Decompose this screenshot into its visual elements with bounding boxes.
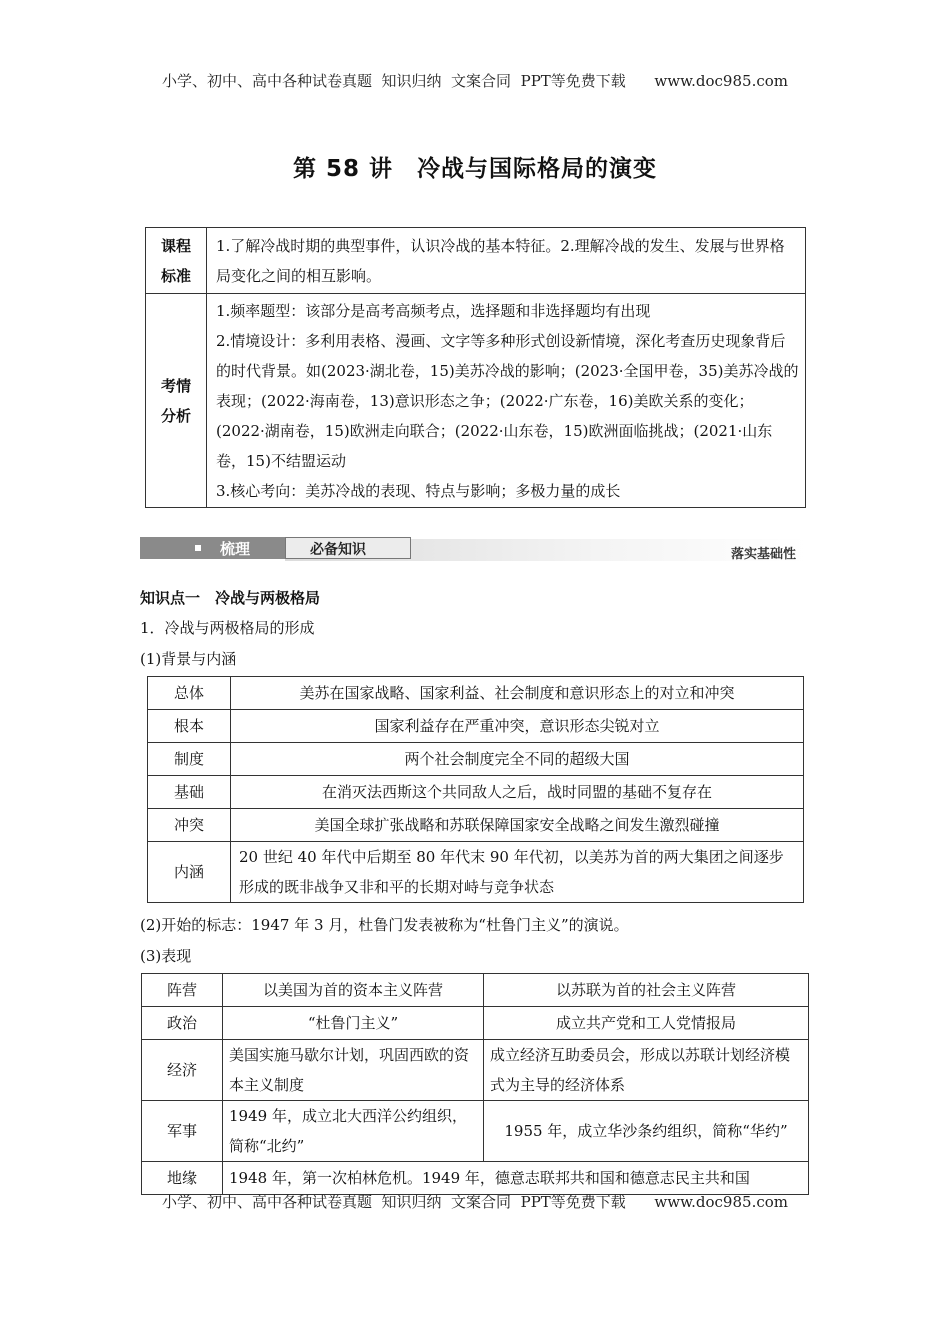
bullet-square-icon: [195, 545, 201, 551]
subsection-background: (1)背景与内涵: [140, 650, 237, 668]
page-footer: 小学、初中、高中各种试卷真题 知识归纳 文案合同 PPT等免费下载 www.doc985.com: [161, 1193, 788, 1211]
table-row: 政治 “杜鲁门主义” 成立共产党和工人党情报局: [142, 1007, 809, 1040]
table-row: 根本 国家利益存在严重冲突，意识形态尖锐对立: [148, 710, 804, 743]
table-row: 基础 在消灭法西斯这个共同敌人之后，战时同盟的基础不复存在: [148, 776, 804, 809]
curriculum-table: [145, 227, 806, 508]
banner-left-label: 梳理: [220, 540, 251, 558]
table-row: 经济 美国实施马歇尔计划，巩固西欧的资本主义制度 成立经济互助委员会，形成以苏联计划经济模式为主导的经济体系: [142, 1040, 809, 1101]
section-heading: 1．冷战与两极格局的形成: [140, 619, 315, 637]
page-title: 第 58 讲 冷战与国际格局的演变: [292, 156, 658, 182]
knowledge-point-heading: 知识点一 冷战与两极格局: [140, 589, 321, 607]
background-table: [147, 676, 804, 903]
page-header: 小学、初中、高中各种试卷真题 知识归纳 文案合同 PPT等免费下载 www.doc985.com: [161, 72, 788, 90]
table-row: 冲突 美国全球扩张战略和苏联保障国家安全战略之间发生激烈碰撞: [148, 809, 804, 842]
truman-doctrine-line: (2)开始的标志：1947 年 3 月，杜鲁门发表被称为“杜鲁门主义”的演说。: [140, 916, 629, 934]
analysis-label: 考情 分析: [146, 294, 207, 508]
manifestation-table: [141, 973, 809, 1195]
section-banner: [140, 537, 808, 563]
banner-right-label: 落实基础性: [730, 547, 796, 562]
table-row: 阵营 以美国为首的资本主义阵营 以苏联为首的社会主义阵营: [142, 974, 809, 1007]
banner-mid-label: 必备知识: [310, 542, 366, 558]
subsection-manifestation: (3)表现: [140, 947, 192, 965]
table-row: 总体 美苏在国家战略、国家利益、社会制度和意识形态上的对立和冲突: [148, 677, 804, 710]
analysis-text: 1.频率题型：该部分是高考高频考点，选择题和非选择题均有出现 2.情境设计：多利用表格、漫画、文字等多种形式创设新情境，深化考查历史现象背后的时代背景。如(2023·湖北卷，15)美苏冷战的影响；(2023·全国甲卷，35)美苏冷战的表现；(2022·海南卷，13)意识形态之争；(2022·广东卷，16)美欧关系的变化；(2022·湖南卷，15)欧洲走向联合；(2022·山东卷，15)欧洲面临挑战；(2021·山东卷，15)不结盟运动 3.核心考向：美苏冷战的表现、特点与影响；多极力量的成长: [207, 294, 806, 508]
table-row: 地缘 1948 年，第一次柏林危机。1949 年，德意志联邦共和国和德意志民主共和国: [142, 1162, 809, 1195]
table-row: 军事 1949 年，成立北大西洋公约组织，简称“北约” 1955 年，成立华沙条约组织，简称“华约”: [142, 1101, 809, 1162]
standard-text: 1.了解冷战时期的典型事件，认识冷战的基本特征。2.理解冷战的发生、发展与世界格局变化之间的相互影响。: [207, 228, 806, 294]
standard-label: 课程 标准: [146, 228, 207, 294]
table-row: 内涵 20 世纪 40 年代中后期至 80 年代末 90 年代初，以美苏为首的两大集团之间逐步形成的既非战争又非和平的长期对峙与竞争状态: [148, 842, 804, 903]
table-row: 制度 两个社会制度完全不同的超级大国: [148, 743, 804, 776]
